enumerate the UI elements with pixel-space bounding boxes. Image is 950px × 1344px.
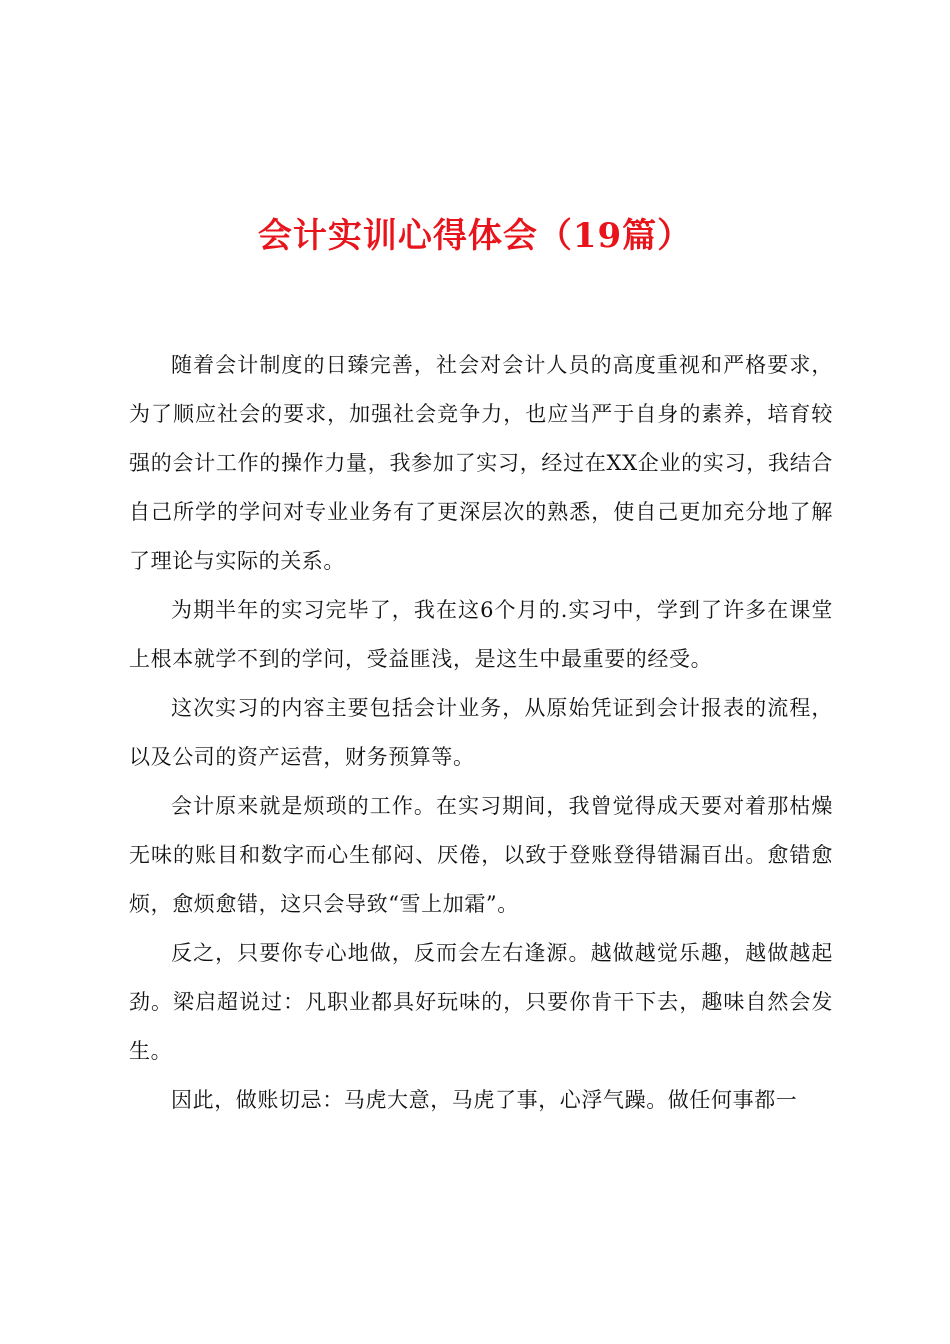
document-title: 会计实训心得体会（19篇） bbox=[257, 216, 693, 256]
paragraph-4: 会计原来就是烦琐的工作。在实习期间，我曾觉得成天要对着那枯燥无味的账目和数字而心生郁闷、厌倦，以致于登账登得错漏百出。愈错愈烦，愈烦愈错，这只会导致“雪上加霜”。 bbox=[129, 794, 833, 916]
paragraph-3: 这次实习的内容主要包括会计业务，从原始凭证到会计报表的流程，以及公司的资产运营，财务预算等。 bbox=[129, 696, 833, 769]
paragraph-6: 因此，做账切忌：马虎大意，马虎了事，心浮气躁。做任何事都一 bbox=[171, 1088, 798, 1112]
document-body bbox=[129, 341, 833, 1125]
paragraph-5: 反之，只要你专心地做，反而会左右逢源。越做越觉乐趣，越做越起劲。梁启超说过：凡职业都具好玩味的，只要你肯干下去，趣味自然会发生。 bbox=[129, 941, 833, 1063]
paragraph-1: 随着会计制度的日臻完善，社会对会计人员的高度重视和严格要求，为了顺应社会的要求，加强社会竞争力，也应当严于自身的素养，培育较强的会计工作的操作力量，我参加了实习，经过在XX企业的实习，我结合自己所学的学问对专业业务有了更深层次的熟悉，使自己更加充分地了解了理论与实际的关系。 bbox=[129, 353, 833, 573]
paragraph-2: 为期半年的实习完毕了，我在这6个月的.实习中，学到了许多在课堂上根本就学不到的学问，受益匪浅，是这生中最重要的经受。 bbox=[129, 598, 833, 671]
